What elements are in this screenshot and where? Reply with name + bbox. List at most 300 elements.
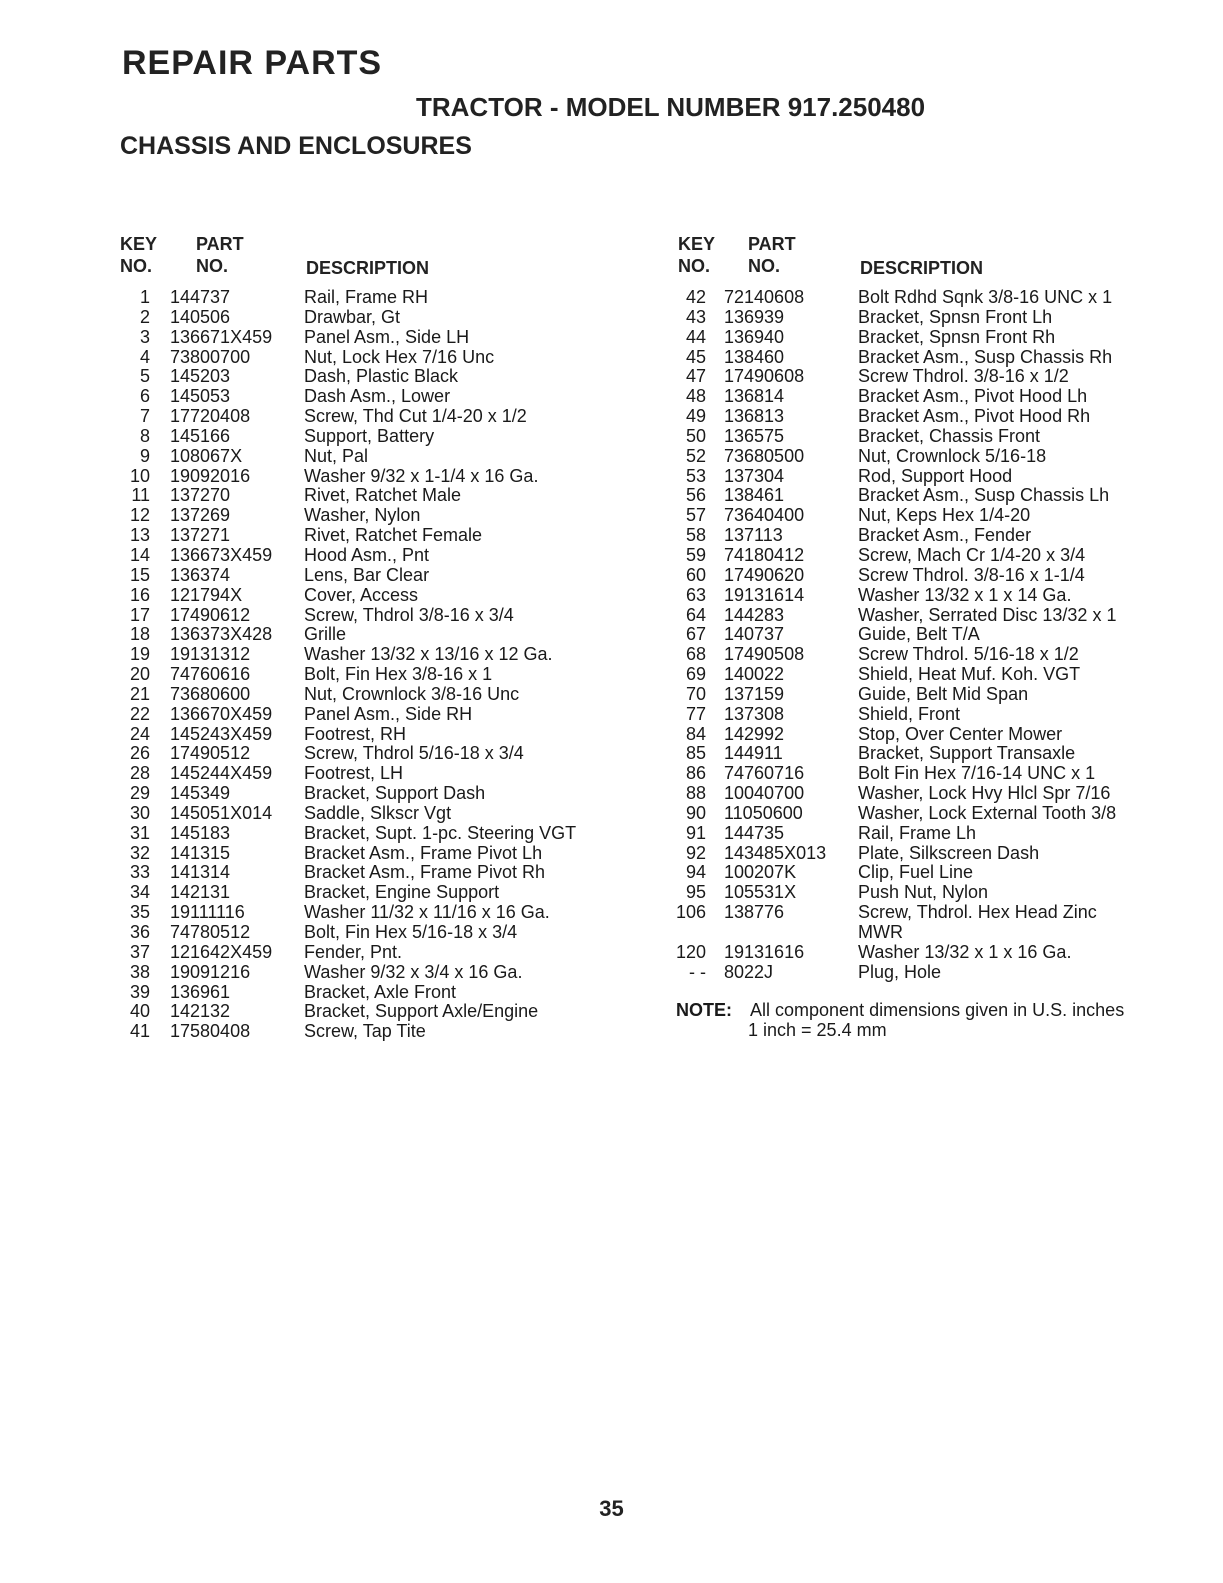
table-row [118,705,638,725]
key-no: 21 [129,683,150,704]
key-no: 15 [129,564,150,585]
description: Screw, Thd Cut 1/4-20 x 1/2 [304,406,527,427]
description: Support, Battery [304,425,435,446]
part-header-no: NO. [748,256,781,276]
table-row [118,844,638,864]
table-row [118,685,638,705]
part-no: 140506 [170,306,231,327]
key-no: 22 [129,703,150,724]
part-no: 136961 [170,981,231,1002]
table-row [676,387,1196,407]
part-no: 19131312 [170,644,251,665]
key-no: 8 [139,425,150,446]
part-no: 136671X459 [170,326,273,347]
part-no: 145244X459 [170,763,273,784]
table-row [118,328,638,348]
description: Rivet, Ratchet Male [304,485,462,506]
key-no: 30 [129,802,150,823]
table-row [676,645,1196,665]
key-no: 38 [129,961,150,982]
description: Bracket, Spnsn Front Lh [858,306,1053,327]
description: Washer 13/32 x 1 x 16 Ga. [858,941,1072,962]
part-header-no: NO. [196,256,229,276]
part-no: 105531X [724,882,797,903]
part-no: 145183 [170,822,231,843]
note-conversion: 1 inch = 25.4 mm [748,1020,887,1040]
key-no: 47 [685,366,706,387]
table-row [118,526,638,546]
key-no: 11 [131,485,150,506]
part-no: 144283 [724,604,785,625]
table-row [118,903,638,923]
part-no: 145243X459 [170,723,273,744]
part-no: 121794X [170,584,243,605]
part-no: 73640400 [724,505,805,526]
part-no: 8022J [724,961,774,982]
description: Cover, Access [304,584,419,605]
key-no: 14 [129,544,150,565]
part-no: 74180412 [724,544,805,565]
description: Nut, Keps Hex 1/4-20 [858,505,1031,526]
key-no: 3 [139,326,150,347]
table-header [676,234,1196,282]
key-no: 32 [129,842,150,863]
key-no: 6 [139,386,150,407]
table-row [118,943,638,963]
key-no: 69 [685,664,706,685]
table-row [118,983,638,1003]
table-row [118,625,638,645]
description: Washer, Nylon [304,505,421,526]
table-row [676,963,1196,983]
description: Grille [304,624,347,645]
key-no: 18 [129,624,150,645]
key-no: 58 [685,525,706,546]
part-no: 137271 [170,525,231,546]
part-no: 74760716 [724,763,805,784]
part-no: 136374 [170,564,231,585]
part-no: 140022 [724,664,785,685]
description: Bracket Asm., Fender [858,525,1032,546]
part-no: 73800700 [170,346,251,367]
key-no: 64 [685,604,706,625]
table-row [118,586,638,606]
key-header: KEY [120,234,158,254]
key-no: 106 [675,902,706,923]
description: Bracket, Support Transaxle [858,743,1076,764]
key-no: 49 [685,406,706,427]
part-no: 17720408 [170,406,251,427]
table-row [118,963,638,983]
part-no: 136813 [724,406,785,427]
description: Screw Thdrol. 5/16-18 x 1/2 [858,644,1079,665]
description: Bracket, Engine Support [304,882,500,903]
description: Bracket Asm., Frame Pivot Rh [304,862,546,883]
part-no: 145053 [170,386,231,407]
key-no: 86 [685,763,706,784]
description: Clip, Fuel Line [858,862,974,883]
part-no: 121642X459 [170,941,273,962]
description: Saddle, Slkscr Vgt [304,802,452,823]
part-no: 17580408 [170,1021,251,1042]
key-no: 7 [139,406,150,427]
part-no: 136673X459 [170,544,273,565]
model-number-title: TRACTOR - MODEL NUMBER 917.250480 [416,92,926,122]
key-no: 4 [139,346,150,367]
description: Plate, Silkscreen Dash [858,842,1040,863]
table-row [676,903,1196,923]
table-row [118,645,638,665]
key-no: 90 [685,802,706,823]
description: Bracket Asm., Pivot Hood Rh [858,406,1091,427]
key-no: 68 [685,644,706,665]
table-row [676,883,1196,903]
key-no: 20 [129,664,150,685]
part-no: 19092016 [170,465,251,486]
description: Guide, Belt T/A [858,624,980,645]
part-no: 136814 [724,386,785,407]
table-row [676,447,1196,467]
part-no: 17490620 [724,564,805,585]
description: Bolt, Fin Hex 5/16-18 x 3/4 [304,922,518,942]
part-header: PART [748,234,796,254]
part-no: 145051X014 [170,802,273,823]
table-row [676,844,1196,864]
key-no: 92 [685,842,706,863]
description: Bracket, Support Axle/Engine [304,1001,539,1022]
description: Bracket Asm., Susp Chassis Rh [858,346,1113,367]
part-no: 19131614 [724,584,805,605]
key-no: 26 [129,743,150,764]
table-row [118,467,638,487]
description: Nut, Lock Hex 7/16 Unc [304,346,495,367]
description: Screw, Thdrol 5/16-18 x 3/4 [304,743,524,764]
table-row [676,506,1196,526]
table-row [676,566,1196,586]
key-no: 1 [139,287,150,307]
table-row [118,348,638,368]
part-no: 136939 [724,306,785,327]
key-no: 95 [685,882,706,903]
part-no: 142131 [170,882,231,903]
key-no: 36 [129,922,150,942]
table-row [676,486,1196,506]
table-row [118,883,638,903]
description: Washer, Lock External Tooth 3/8 [858,802,1117,823]
table-row [676,625,1196,645]
key-no: 50 [685,425,706,446]
table-row [676,665,1196,685]
part-no: 144735 [724,822,785,843]
table-row [676,308,1196,328]
key-no: 28 [129,763,150,784]
key-no: 56 [685,485,706,506]
description: Screw, Mach Cr 1/4-20 x 3/4 [858,544,1086,565]
description: Rivet, Ratchet Female [304,525,483,546]
part-no: 17490612 [170,604,251,625]
description: Bracket Asm., Susp Chassis Lh [858,485,1110,506]
parts-table-left [118,234,638,1042]
description: Nut, Pal [304,445,369,466]
description: Push Nut, Nylon [858,882,989,903]
part-no: 72140608 [724,287,805,307]
description: Washer 13/32 x 1 x 14 Ga. [858,584,1072,605]
key-no: 39 [129,981,150,1002]
key-no: 42 [685,287,706,307]
table-row [676,943,1196,963]
key-no: 88 [685,783,706,804]
table-header [118,234,638,282]
description: Bracket, Chassis Front [858,425,1041,446]
description: Shield, Front [858,703,961,724]
table-row [118,486,638,506]
key-no: 29 [129,783,150,804]
table-row [118,308,638,328]
description: Screw, Tap Tite [304,1021,426,1042]
key-no: 63 [685,584,706,605]
description: Nut, Crownlock 5/16-18 [858,445,1047,466]
table-row [676,923,1196,943]
part-no: 144911 [724,743,783,764]
key-no: 16 [129,584,150,605]
parts-list-right [676,288,1196,983]
section-title: CHASSIS AND ENCLOSURES [120,132,472,160]
description: Fender, Pnt. [304,941,403,962]
table-row [676,725,1196,745]
part-no: 19091216 [170,961,251,982]
description: Washer 13/32 x 13/16 x 12 Ga. [304,644,553,665]
table-row [676,824,1196,844]
part-no: 17490608 [724,366,805,387]
part-no: 73680500 [724,445,805,466]
table-row [676,427,1196,447]
table-row [118,1022,638,1042]
part-no: 137270 [170,485,231,506]
part-no: 11050600 [724,802,803,823]
part-no: 137113 [724,525,783,546]
page-title: REPAIR PARTS [122,44,383,82]
key-no: 85 [685,743,706,764]
part-no: 145349 [170,783,231,804]
table-row [118,725,638,745]
key-no: 17 [129,604,150,625]
description-header: DESCRIPTION [860,258,984,278]
description: Plug, Hole [858,961,942,982]
table-row [118,665,638,685]
table-row [118,387,638,407]
description: Rail, Frame RH [304,287,429,307]
table-row [676,348,1196,368]
table-row [118,566,638,586]
table-row [676,863,1196,883]
key-no: 45 [685,346,706,367]
key-no: 120 [675,941,706,962]
part-no: 145166 [170,425,231,446]
key-no: 37 [129,941,150,962]
table-row [118,427,638,447]
description: Screw Thdrol. 3/8-16 x 1-1/4 [858,564,1085,585]
description: Washer 9/32 x 1-1/4 x 16 Ga. [304,465,539,486]
part-no: 137269 [170,505,231,526]
table-row [676,288,1196,308]
description: Rod, Support Hood [858,465,1013,486]
part-no: 141315 [170,842,231,863]
table-row [676,586,1196,606]
description-header: DESCRIPTION [306,258,430,278]
description: Washer 9/32 x 3/4 x 16 Ga. [304,961,523,982]
key-no: 40 [129,1001,150,1022]
part-no: 108067X [170,445,243,466]
key-no: 5 [139,366,150,387]
part-no: 74780512 [170,922,251,942]
table-row [676,467,1196,487]
part-no: 145203 [170,366,231,387]
part-no: 140737 [724,624,785,645]
table-row [118,824,638,844]
table-row [118,447,638,467]
table-row [118,606,638,626]
table-row [118,764,638,784]
part-no: 142132 [170,1001,231,1022]
table-row [676,784,1196,804]
description: Shield, Heat Muf. Koh. VGT [858,664,1081,685]
description: Footrest, LH [304,763,404,784]
key-no: 43 [685,306,706,327]
table-row [118,288,638,308]
table-row [118,407,638,427]
part-no: 17490508 [724,644,805,665]
description: Guide, Belt Mid Span [858,683,1029,704]
table-row [118,367,638,387]
key-no: 60 [685,564,706,585]
table-row [676,764,1196,784]
description: Bracket Asm., Pivot Hood Lh [858,386,1088,407]
part-no: 142992 [724,723,785,744]
key-header-no: NO. [678,256,711,276]
description: Bracket Asm., Frame Pivot Lh [304,842,543,863]
key-no: 9 [139,445,150,466]
part-no: 100207K [724,862,797,883]
table-row [118,744,638,764]
page-number: 35 [599,1496,624,1521]
part-no: 136670X459 [170,703,273,724]
description: Dash, Plastic Black [304,366,459,387]
key-no: 35 [129,902,150,923]
description: Bracket, Spnsn Front Rh [858,326,1056,347]
table-row [118,546,638,566]
table-row [118,863,638,883]
description: Panel Asm., Side RH [304,703,473,724]
table-row [676,705,1196,725]
description: Dash Asm., Lower [304,386,451,407]
table-row [676,685,1196,705]
description: Nut, Crownlock 3/8-16 Unc [304,683,520,704]
key-no: 67 [685,624,706,645]
description: Screw Thdrol. 3/8-16 x 1/2 [858,366,1069,387]
key-no: 44 [685,326,706,347]
description: Bracket, Supt. 1-pc. Steering VGT [304,822,577,843]
part-no: 73680600 [170,683,251,704]
key-no: 24 [129,723,150,744]
table-row [676,804,1196,824]
table-row [676,606,1196,626]
key-header-no: NO. [120,256,153,276]
part-no: 137159 [724,683,785,704]
description: Bolt, Fin Hex 3/8-16 x 1 [304,664,493,685]
description: Footrest, RH [304,723,407,744]
key-no: 94 [685,862,706,883]
table-row [676,546,1196,566]
key-no: 10 [129,465,150,486]
part-no: 19111116 [170,902,245,923]
part-no: 136940 [724,326,785,347]
table-row [676,407,1196,427]
key-no: 19 [129,644,150,665]
part-no: 10040700 [724,783,805,804]
part-no: 136373X428 [170,624,273,645]
part-no: 138460 [724,346,785,367]
description: Washer, Serrated Disc 13/32 x 1 [858,604,1117,625]
description: Drawbar, Gt [304,306,401,327]
parts-table-right [676,234,1196,983]
part-no: 137308 [724,703,785,724]
description: Lens, Bar Clear [304,564,430,585]
key-no: 52 [685,445,706,466]
description: Screw, Thdrol. Hex Head Zinc [858,902,1097,923]
key-no: 53 [685,465,706,486]
part-no: 74760616 [170,664,251,685]
description: Bracket, Support Dash [304,783,486,804]
part-no: 144737 [170,287,231,307]
description: Washer, Lock Hvy Hlcl Spr 7/16 [858,783,1111,804]
part-no: 138461 [724,485,785,506]
part-no: 143485X013 [724,842,827,863]
key-no: 33 [129,862,150,883]
note-text: All component dimensions given in U.S. inches [750,1000,1125,1020]
table-row [118,506,638,526]
key-no: 57 [685,505,706,526]
description: Screw, Thdrol 3/8-16 x 3/4 [304,604,514,625]
key-no: - - [689,961,706,982]
table-row [118,1002,638,1022]
table-row [676,744,1196,764]
key-no: 31 [129,822,150,843]
description: MWR [858,922,903,942]
description: Stop, Over Center Mower [858,723,1063,744]
part-no: 19131616 [724,941,805,962]
description: Panel Asm., Side LH [304,326,470,347]
key-no: 2 [139,306,150,327]
note-label: NOTE: [676,1000,732,1020]
table-row [676,526,1196,546]
part-no: 137304 [724,465,785,486]
description: Bolt Rdhd Sqnk 3/8-16 UNC x 1 [858,287,1113,307]
key-header: KEY [678,234,716,254]
key-no: 91 [685,822,706,843]
description: Rail, Frame Lh [858,822,977,843]
table-row [676,328,1196,348]
key-no: 59 [685,544,706,565]
key-no: 70 [685,683,706,704]
table-row [118,784,638,804]
key-no: 48 [685,386,706,407]
description: Hood Asm., Pnt [304,544,430,565]
table-row [118,923,638,943]
parts-list-left [118,288,638,1042]
key-no: 77 [685,703,706,724]
part-no: 136575 [724,425,785,446]
description: Bolt Fin Hex 7/16-14 UNC x 1 [858,763,1096,784]
